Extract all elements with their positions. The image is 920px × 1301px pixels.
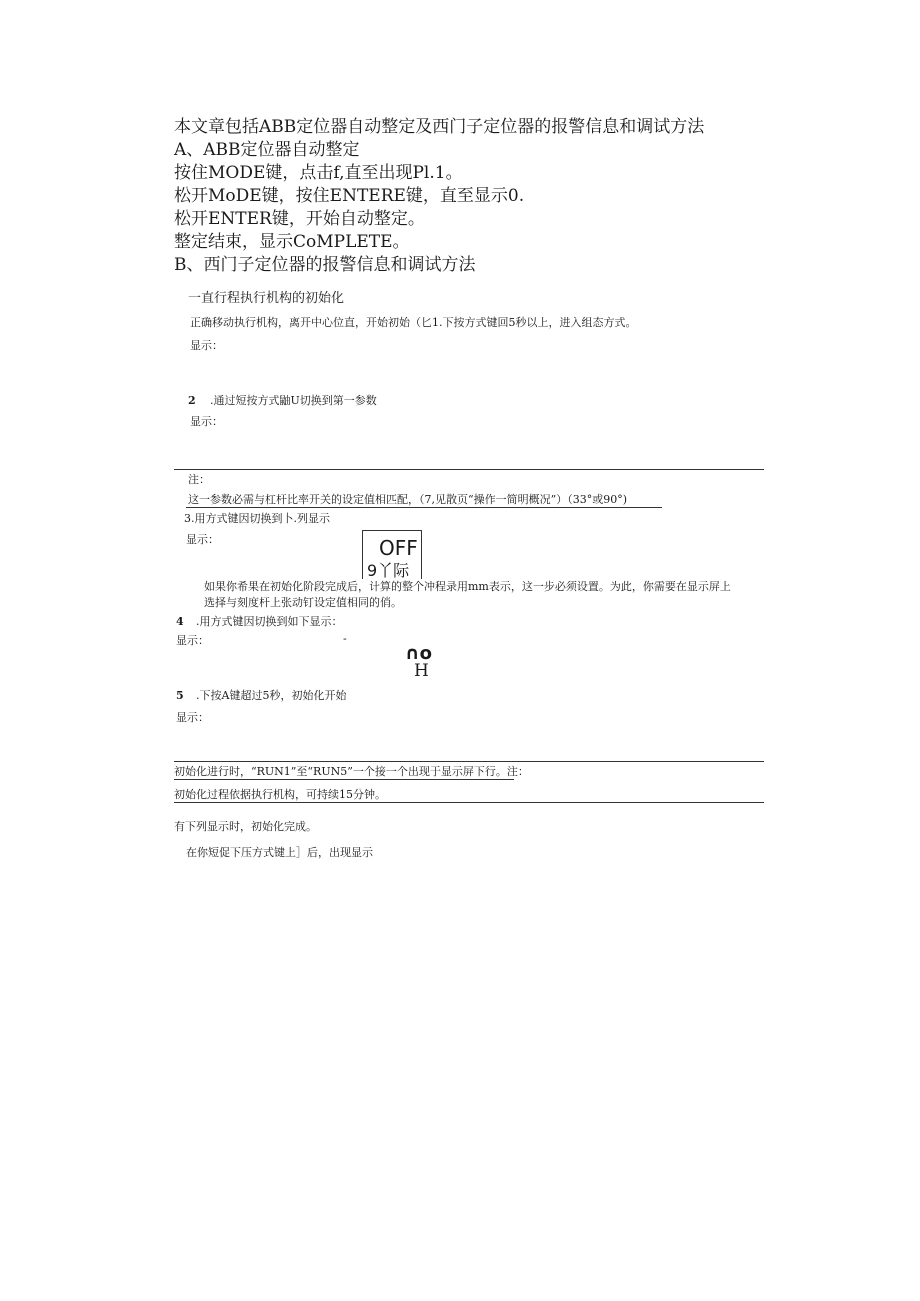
display-label-2: 显示：: [190, 415, 223, 428]
divider-rule-3: [174, 802, 764, 803]
abb-step-2: 松开MoDE键，按住ENTERE键，直至显示0.: [174, 186, 525, 206]
step-3-text: 3.用方式键因切换到卜.列显示: [184, 512, 330, 525]
abb-step-3: 松开ENTER键，开始自动整定。: [174, 209, 425, 229]
step-5-number: 5: [176, 689, 184, 702]
abb-step-1: 按住MODE键，点击f,直至出现Pl.1。: [174, 163, 463, 183]
divider-rule-1: [174, 469, 764, 470]
display-4-bottom: H: [414, 661, 429, 681]
init-complete: 有下列显示时，初始化完成。: [174, 820, 317, 833]
note-text: 这一参数必需与杠杆比率开关的设定值相匹配，（7,见散页“操作一简明概况”）（33°或90°): [188, 493, 628, 506]
siemens-step-1: 正确移动执行机构，离开中心位直，开始初始（匕1.下按方式键回5秒以上，进入组态方式。: [190, 316, 637, 329]
step-2-number: 2: [188, 394, 196, 407]
step-5-text: .下按A键超过5秒，初始化开始: [196, 689, 347, 702]
note-underline: [186, 507, 662, 508]
lcd-top-line: OFF: [379, 536, 418, 560]
abb-step-4: 整定结束，显示CoMPLETE。: [174, 232, 410, 252]
dash-mark: -: [343, 632, 347, 645]
run-note: 初始化进行时，“RUN1”至“RUN5”一个接一个出现于显示屏下行。注：: [174, 765, 529, 778]
step-4-number: 4: [176, 615, 184, 628]
display-4-top: ∩o: [405, 643, 432, 664]
display-label-3: 显示：: [186, 533, 219, 546]
intro-title: 本文章包括ABB定位器自动整定及西门子定位器的报警信息和调试方法: [174, 117, 705, 137]
step-3-description-line-1: 如果你希果在初始化阶段完成后，计算的整个冲程录用mm表示，这一步必须设置。为此，你需要在显示屏上: [204, 580, 731, 593]
divider-rule-2: [174, 761, 764, 762]
section-a-heading: A、ABB定位器自动整定: [174, 140, 360, 160]
run-note-underline: [174, 779, 514, 780]
lcd-bottom-line: 9丫际: [367, 561, 410, 579]
init-duration: 初始化过程依据执行机构，可持续15分钟。: [174, 788, 386, 801]
step-3-description-line-2: 选择与刻度杆上张动钉设定值相同的俏。: [204, 596, 402, 609]
step-4-text: .用方式键因切换到如下显示：: [196, 615, 343, 628]
siemens-heading: 一直行程执行机构的初始化: [188, 291, 345, 306]
display-label-5: 显示：: [176, 711, 209, 724]
after-mode-key: 在你短促下压方式键上］后，出现显示: [186, 846, 373, 859]
lcd-display: [362, 530, 422, 579]
note-label: 注：: [188, 473, 210, 486]
section-b-heading: B、西门子定位器的报警信息和调试方法: [174, 255, 476, 275]
display-label-4: 显示：: [176, 634, 209, 647]
display-label-1: 显示：: [190, 339, 223, 352]
step-2-text: .通过短按方式鼬U切换到第一参数: [210, 394, 377, 407]
